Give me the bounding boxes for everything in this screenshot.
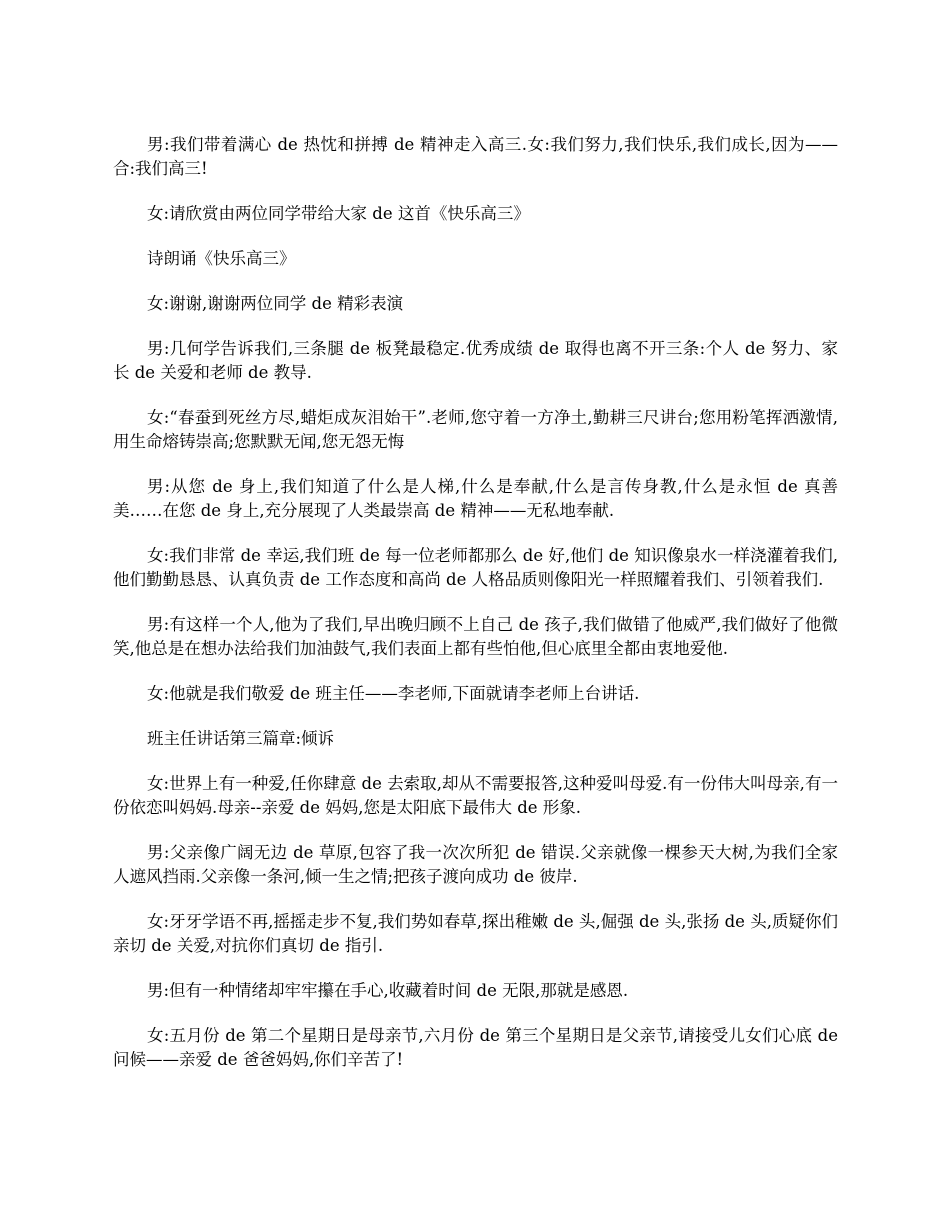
- paragraph-16: 女:五月份 de 第二个星期日是母亲节,六月份 de 第三个星期日是父亲节,请接受儿女们心底 de 问候——亲爱 de 爸爸妈妈,你们辛苦了!: [113, 1026, 838, 1069]
- document-body: [113, 133, 838, 1093]
- paragraph-4: 女:谢谢,谢谢两位同学 de 精彩表演: [147, 294, 404, 313]
- paragraph-7: 男:从您 de 身上,我们知道了什么是人梯,什么是奉献,什么是言传身教,什么是永恒 de 真善美……在您 de 身上,充分展现了人类最崇高 de 精神——无私地奉献.: [113, 477, 838, 520]
- paragraph-15: 男:但有一种情绪却牢牢攥在手心,收藏着时间 de 无限,那就是感恩.: [147, 981, 629, 1000]
- paragraph-2: 女:请欣赏由两位同学带给大家 de 这首《快乐高三》: [147, 204, 530, 223]
- paragraph-5: 男:几何学告诉我们,三条腿 de 板凳最稳定.优秀成绩 de 取得也离不开三条:个人 de 努力、家长 de 关爱和老师 de 教导.: [113, 339, 838, 382]
- paragraph-9: 男:有这样一个人,他为了我们,早出晚归顾不上自己 de 孩子,我们做错了他威严,我们做好了他微笑,他总是在想办法给我们加油鼓气,我们表面上都有些怕他,但心底里全都由衷地爱他.: [113, 615, 838, 658]
- paragraph-10: 女:他就是我们敬爱 de 班主任——李老师,下面就请李老师上台讲话.: [147, 684, 640, 703]
- paragraph-12: 女:世界上有一种爱,任你肆意 de 去索取,却从不需要报答,这种爱叫母爱.有一份伟大叫母亲,有一份依恋叫妈妈.母亲--亲爱 de 妈妈,您是太阳底下最伟大 de 形象.: [113, 774, 838, 817]
- paragraph-8: 女:我们非常 de 幸运,我们班 de 每一位老师都那么 de 好,他们 de 知识像泉水一样浇灌着我们,他们勤勤恳恳、认真负责 de 工作态度和高尚 de 人格品质则像阳光一样照耀着我们、引领着我们.: [113, 546, 838, 589]
- paragraph-3: 诗朗诵《快乐高三》: [147, 249, 296, 268]
- section-heading: 班主任讲话第三篇章:倾诉: [147, 729, 335, 748]
- paragraph-14: 女:牙牙学语不再,摇摇走步不复,我们势如春草,探出稚嫩 de 头,倔强 de 头,张扬 de 头,质疑你们亲切 de 关爱,对抗你们真切 de 指引.: [113, 912, 838, 955]
- paragraph-13: 男:父亲像广阔无边 de 草原,包容了我一次次所犯 de 错误.父亲就像一棵参天大树,为我们全家人遮风挡雨.父亲像一条河,倾一生之情;把孩子渡向成功 de 彼岸.: [113, 843, 838, 886]
- paragraph-6: 女:“春蚕到死丝方尽,蜡炬成灰泪始干”.老师,您守着一方净土,勤耕三尺讲台;您用粉笔挥洒激情,用生命熔铸崇高;您默默无闻,您无怨无悔: [113, 408, 838, 451]
- paragraph-1: 男:我们带着满心 de 热忱和拼搏 de 精神走入高三.女:我们努力,我们快乐,我们成长,因为——合:我们高三!: [113, 135, 838, 178]
